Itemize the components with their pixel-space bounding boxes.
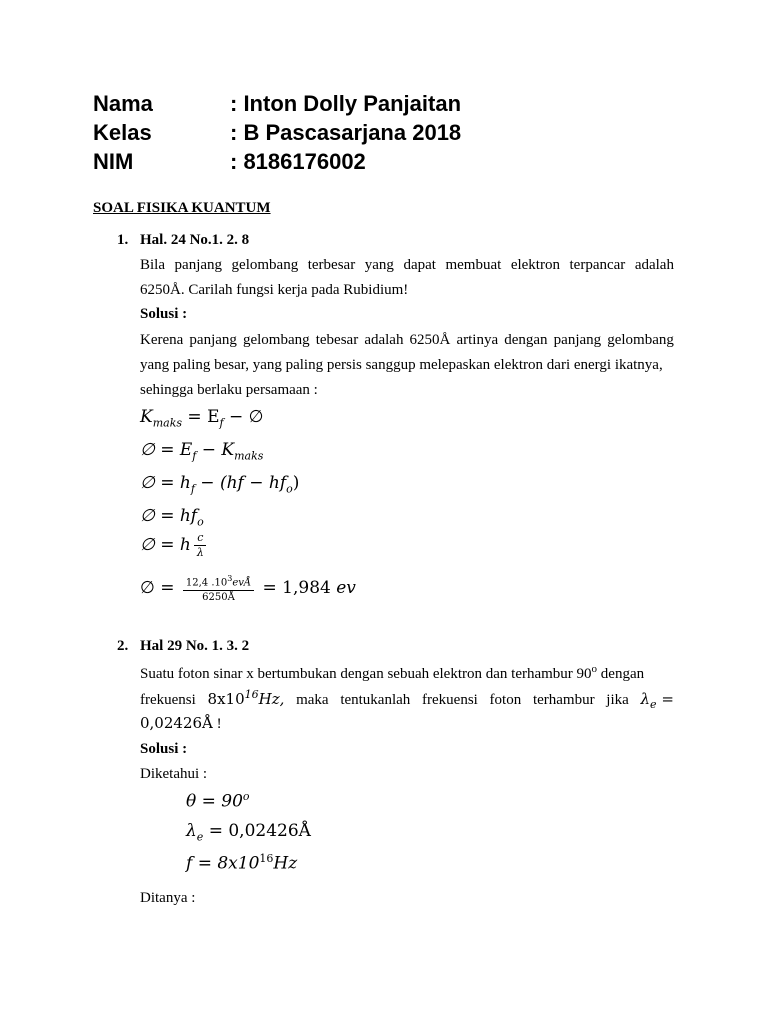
kelas-label: Kelas — [93, 120, 152, 145]
q1-equation-1: $K_{maks} = E_f$ − ∅ — [140, 407, 264, 430]
q1-explain-line2: yang paling besar, yang paling persis sanggup melepaskan elektron dari energi ikatnya, — [140, 357, 663, 373]
q1-problem-line2: 6250Å. Carilah fungsi kerja pada Rubidium! — [140, 282, 409, 298]
q2-known-lambda: $\lambda_e$ = 0,02426Å — [186, 821, 311, 844]
nama-value: : Inton Dolly Panjaitan — [230, 91, 462, 116]
nim-label: NIM — [93, 149, 134, 174]
q2-ditanya-label: Ditanya : — [140, 890, 196, 906]
nama-label: Nama — [93, 91, 153, 116]
q2-problem-line1: Suatu foton sinar x bertumbukan dengan sebuah elektron dan terhambur 90$^o$ dengan — [140, 663, 645, 682]
q2-known-frequency: $f = 8x10^{16}Hz$ — [186, 852, 298, 874]
q1-explain-line1: Kerena panjang gelombang tebesar adalah 6250Å artinya dengan panjang gelombang — [140, 332, 674, 348]
q1-equation-5: ∅ = h $\frac{c}{\lambda}$ — [140, 532, 210, 559]
q1-solusi-label: Solusi : — [140, 306, 188, 322]
q2-number: 2. — [117, 638, 129, 654]
q2-solusi-label: Solusi : — [140, 741, 188, 757]
q2-title: Hal 29 No. 1. 3. 2 — [140, 638, 250, 654]
q1-problem-line1: Bila panjang gelombang terbesar yang dapat membuat elektron terpancar adalah — [140, 257, 674, 273]
q2-diketahui-label: Diketahui : — [140, 766, 208, 782]
q2-problem-line2: frekuensi $8x10^{16}Hz$, maka tentukanlah frekuensi foton terhambur jika $\lambda_e$ = — [140, 688, 674, 711]
section-title: SOAL FISIKA KUANTUM — [93, 200, 271, 216]
nim-value: : 8186176002 — [230, 149, 366, 174]
q1-equation-4: ∅ = $hf_o$ — [140, 506, 204, 529]
q2-known-theta: $\theta = 90^o$ — [186, 790, 250, 812]
q1-equation-6: ∅ = $\frac{12,4 .10^3evÅ}{6250Å}$ = 1,984 ev — [140, 574, 356, 604]
q1-equation-3: ∅ = $h_f - (hf - hf_o)$ — [140, 473, 300, 496]
q1-number: 1. — [117, 232, 129, 248]
q1-title: Hal. 24 No.1. 2. 8 — [140, 232, 250, 248]
q1-equation-2: ∅ = $E_f - K_{maks}$ — [140, 440, 264, 463]
q1-explain-line3: sehingga berlaku persamaan : — [140, 382, 318, 398]
q2-problem-line3: 0,02426Å ! — [140, 714, 222, 732]
kelas-value: : B Pascasarjana 2018 — [230, 120, 462, 145]
